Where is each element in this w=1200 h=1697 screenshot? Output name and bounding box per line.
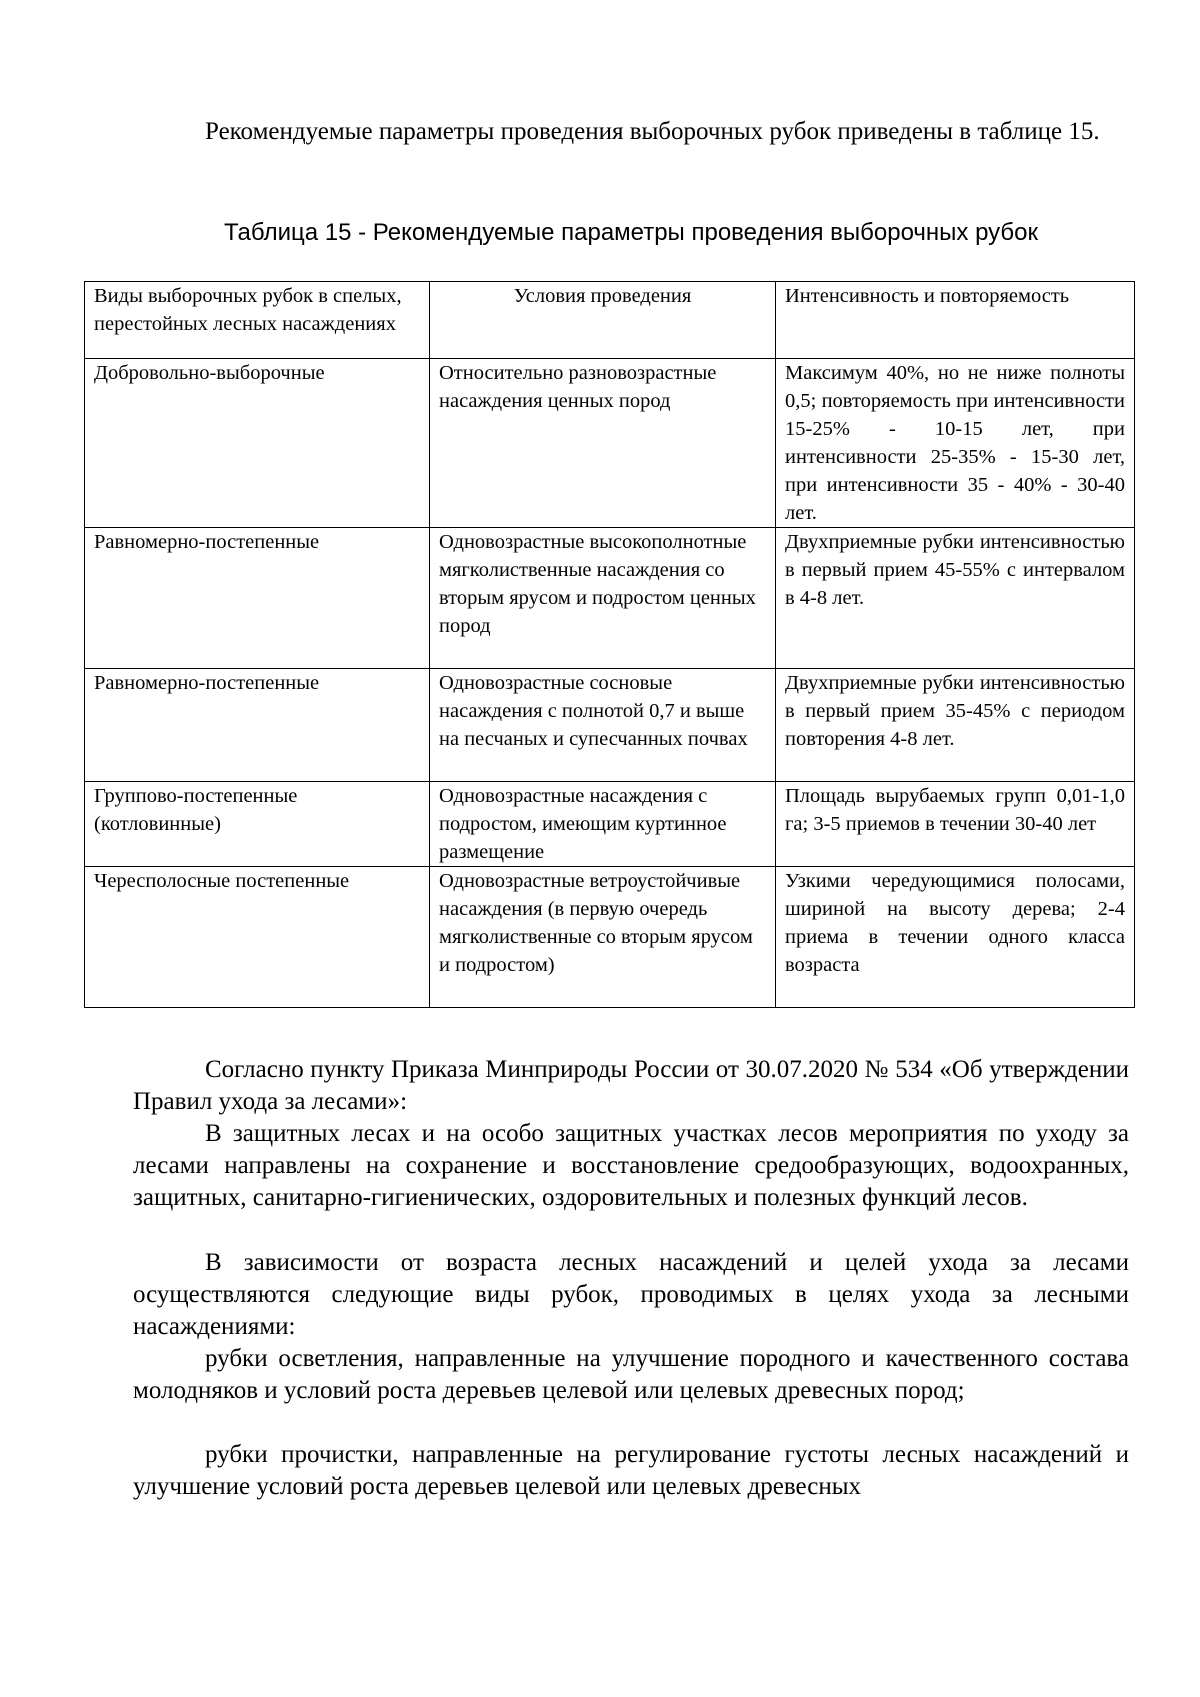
table-header-cell: Виды выборочных рубок в спелых, перестойных лесных насаждениях bbox=[85, 282, 430, 359]
table-cell: Узкими чередующимися полосами, шириной на высоту дерева; 2-4 приема в течении одного класса возраста bbox=[776, 867, 1135, 1008]
body-paragraph: Согласно пункту Приказа Минприроды России от 30.07.2020 № 534 «Об утверждении Правил ухода за лесами»: bbox=[133, 1056, 1129, 1115]
table-header-cell: Условия проведения bbox=[430, 282, 776, 359]
table-cell: Одновозрастные насаждения с подростом, имеющим куртинное размещение bbox=[430, 782, 776, 867]
table-cell: Одновозрастные сосновые насаждения с полнотой 0,7 и выше на песчаных и супесчанных почвах bbox=[430, 669, 776, 782]
table-row bbox=[85, 867, 1135, 1008]
table-row bbox=[85, 528, 1135, 669]
body-paragraph: В зависимости от возраста лесных насаждений и целей ухода за лесами осуществляются следующие виды рубок, проводимых в целях ухода за лесными насаждениями: bbox=[133, 1249, 1129, 1340]
table-caption: Таблица 15 - Рекомендуемые параметры проведения выборочных рубок bbox=[223, 219, 1039, 246]
table-cell: Равномерно-постепенные bbox=[85, 669, 430, 782]
body-paragraph: рубки осветления, направленные на улучшение породного и качественного состава молодняков и условий роста деревьев целевой или целевых древесных пород; bbox=[133, 1345, 1129, 1404]
table-cell: Двухприемные рубки интенсивностью в первый прием 45-55% с интервалом в 4-8 лет. bbox=[776, 528, 1135, 669]
table-cell: Площадь вырубаемых групп 0,01-1,0 га; 3-5 приемов в течении 30-40 лет bbox=[776, 782, 1135, 867]
parameters-table bbox=[84, 281, 1135, 1008]
table-cell: Группово-постепенные (котловинные) bbox=[85, 782, 430, 867]
table-cell: Максимум 40%, но не ниже полноты 0,5; повторяемость при интенсивности 15-25% - 10-15 лет, при интенсивности 25-35% - 15-30 лет, при интенсивности 35 - 40% - 30-40 лет. bbox=[776, 359, 1135, 528]
table-row bbox=[85, 669, 1135, 782]
body-paragraph: В защитных лесах и на особо защитных участках лесов мероприятия по уходу за лесами направлены на сохранение и восстановление средообразующих, водоохранных, защитных, санитарно-гигиенических, оздоровительных и полезных функций лесов. bbox=[133, 1120, 1129, 1211]
table-cell: Чересполосные постепенные bbox=[85, 867, 430, 1008]
table-cell: Одновозрастные ветроустойчивые насаждения (в первую очередь мягколиственные со вторым ярусом и подростом) bbox=[430, 867, 776, 1008]
table-cell: Добровольно-выборочные bbox=[85, 359, 430, 528]
table-cell: Одновозрастные высокополнотные мягколиственные насаждения со вторым ярусом и подростом ценных пород bbox=[430, 528, 776, 669]
table-header-row bbox=[85, 282, 1135, 359]
table-row bbox=[85, 359, 1135, 528]
table-cell: Равномерно-постепенные bbox=[85, 528, 430, 669]
body-paragraph: рубки прочистки, направленные на регулирование густоты лесных насаждений и улучшение условий роста деревьев целевой или целевых древесных bbox=[133, 1441, 1129, 1500]
table-header-cell: Интенсивность и повторяемость bbox=[776, 282, 1135, 359]
table-cell: Относительно разновозрастные насаждения ценных пород bbox=[430, 359, 776, 528]
table-cell: Двухприемные рубки интенсивностью в первый прием 35-45% с периодом повторения 4-8 лет. bbox=[776, 669, 1135, 782]
table-row bbox=[85, 782, 1135, 867]
intro-paragraph: Рекомендуемые параметры проведения выборочных рубок приведены в таблице 15. bbox=[205, 118, 1100, 145]
